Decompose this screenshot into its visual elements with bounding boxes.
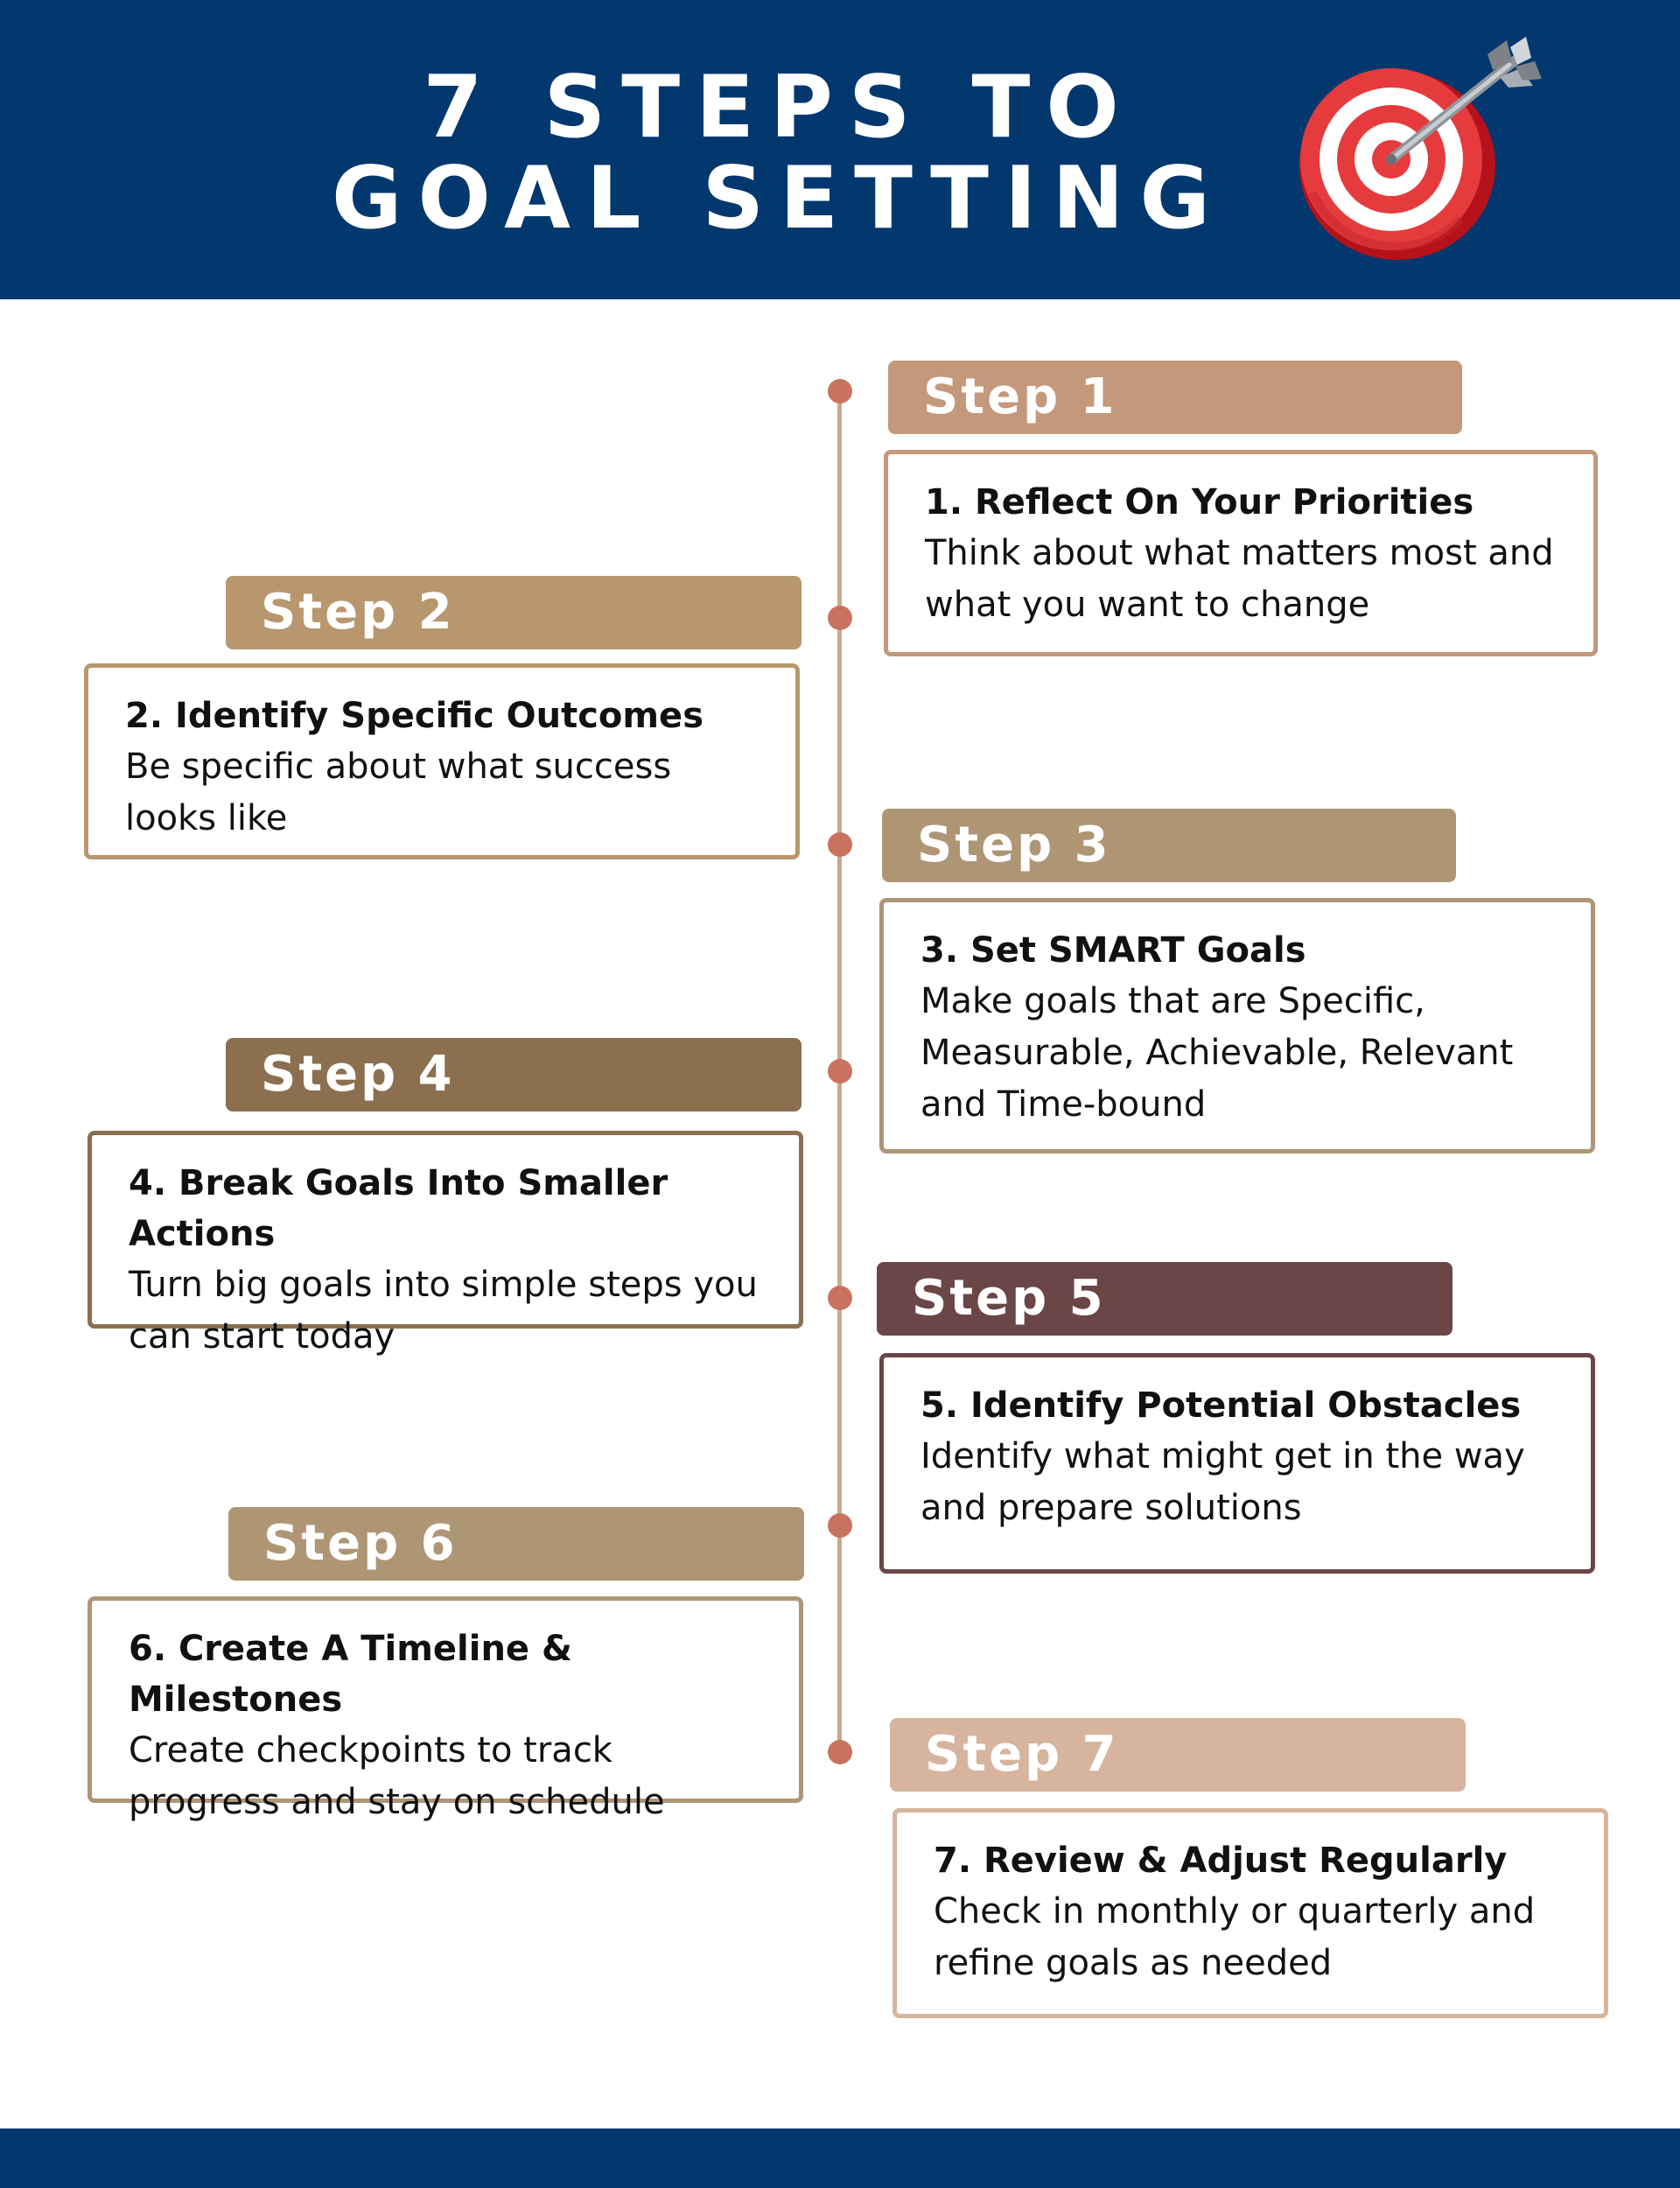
step-2-desc-line-2: looks like <box>125 798 288 838</box>
step-3-desc-line-3: and Time-bound <box>920 1084 1207 1125</box>
step-3-desc-line-1: Make goals that are Specific, <box>920 981 1425 1021</box>
title-line-1: 7 STEPS TO <box>423 58 1135 158</box>
step-4-label: Step 4 <box>226 1038 802 1112</box>
step-6-desc-line-1: Create checkpoints to track <box>129 1730 612 1771</box>
step-7-desc-line-1: Check in monthly or quarterly and <box>934 1891 1536 1932</box>
timeline-dot <box>828 1059 852 1083</box>
step-6-title: 6. Create A Timeline & Milestones <box>129 1629 572 1720</box>
step-2-card <box>84 663 800 859</box>
timeline-dot <box>828 832 852 857</box>
step-5-card <box>879 1353 1595 1574</box>
timeline-dot <box>828 1286 852 1310</box>
timeline-dot <box>828 1740 852 1764</box>
step-4-card <box>88 1131 803 1357</box>
step-6-card <box>88 1596 803 1822</box>
step-7-label: Step 7 <box>890 1718 1466 1792</box>
step-1-desc-line-1: Think about what matters most and <box>925 533 1554 573</box>
step-4-title: 4. Break Goals Into Smaller Actions <box>129 1163 668 1254</box>
title-line-2: GOAL SETTING <box>332 149 1226 249</box>
timeline-dot <box>828 379 852 403</box>
timeline-dot <box>828 606 852 630</box>
step-2-title: 2. Identify Specific Outcomes <box>125 696 704 736</box>
step-2-desc-line-1: Be specific about what success <box>125 747 672 787</box>
step-3-label: Step 3 <box>882 809 1456 882</box>
step-6-label: Step 6 <box>228 1507 804 1581</box>
step-4-desc-line-1: Turn big goals into simple steps you <box>129 1265 758 1305</box>
step-3-card <box>879 898 1595 1154</box>
target-with-arrow-icon <box>1286 35 1549 271</box>
step-1-label: Step 1 <box>888 361 1462 434</box>
step-7-desc-line-2: refine goals as needed <box>934 1943 1333 1983</box>
step-7-title: 7. Review & Adjust Regularly <box>934 1841 1508 1881</box>
step-3-desc-line-2: Measurable, Achievable, Relevant <box>920 1033 1514 1073</box>
step-2-label: Step 2 <box>226 576 802 649</box>
step-1-title: 1. Reflect On Your Priorities <box>925 482 1474 522</box>
header-banner <box>0 0 1680 299</box>
step-5-title: 5. Identify Potential Obstacles <box>920 1385 1522 1426</box>
step-1-desc-line-2: what you want to change <box>925 585 1370 625</box>
step-5-label: Step 5 <box>877 1262 1452 1336</box>
step-4-desc-line-2: can start today <box>129 1316 396 1357</box>
step-5-desc-line-1: Identify what might get in the way <box>920 1436 1525 1476</box>
timeline-dot <box>828 1513 852 1538</box>
step-3-title: 3. Set SMART Goals <box>920 930 1306 971</box>
step-5-desc-line-2: and prepare solutions <box>920 1488 1302 1528</box>
step-6-desc-line-2: progress and stay on schedule <box>129 1782 665 1822</box>
footer-bar <box>0 2128 1680 2188</box>
step-7-card <box>892 1808 1608 2018</box>
step-1-card <box>884 450 1598 656</box>
